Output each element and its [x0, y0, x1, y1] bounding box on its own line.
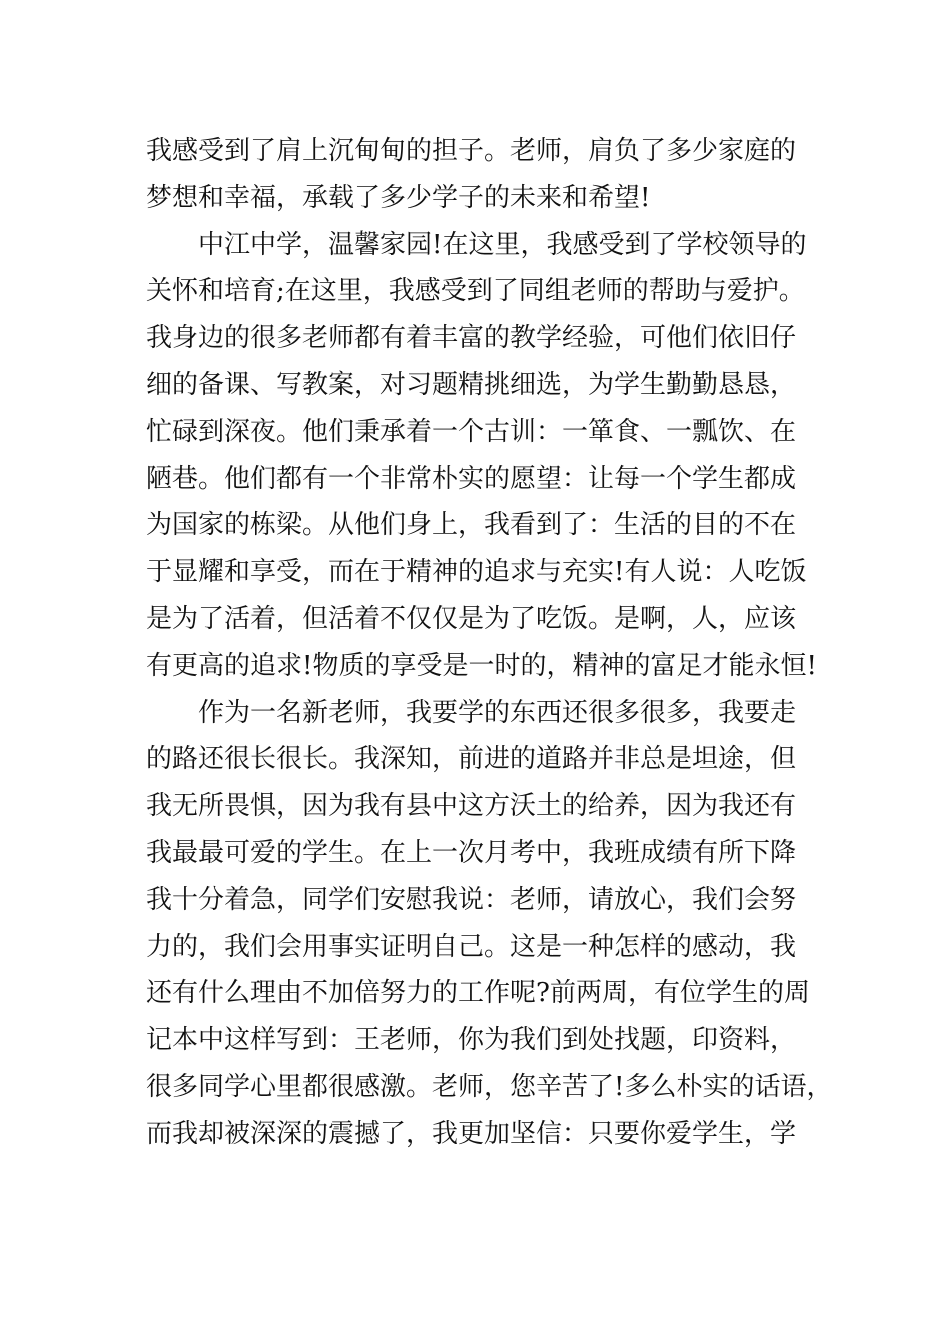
body-text	[146, 128, 833, 1158]
text-line: 陋巷。他们都有一个非常朴实的愿望：让每一个学生都成	[146, 463, 797, 494]
text-line: 力的，我们会用事实证明自己。这是一种怎样的感动，我	[146, 931, 797, 962]
text-line: 记本中这样写到：王老师，你为我们到处找题，印资料，	[146, 1025, 797, 1056]
text-line: 为国家的栋梁。从他们身上，我看到了：生活的目的不在	[146, 510, 797, 541]
text-line: 梦想和幸福，承载了多少学子的未来和希望!	[146, 182, 651, 213]
paragraph-start-line: 中江中学，温馨家园!在这里，我感受到了学校领导的	[198, 229, 807, 260]
text-line: 我感受到了肩上沉甸甸的担子。老师，肩负了多少家庭的	[146, 136, 797, 166]
text-line: 我十分着急，同学们安慰我说：老师，请放心，我们会努	[146, 884, 797, 915]
text-line: 是为了活着，但活着不仅仅是为了吃饭。是啊，人，应该	[146, 603, 797, 634]
text-line: 于显耀和享受，而在于精神的追求与充实!有人说：人吃饭	[146, 557, 807, 588]
text-line: 的路还很长很长。我深知，前进的道路并非总是坦途，但	[146, 744, 797, 775]
paragraph-start-line: 作为一名新老师，我要学的东西还很多很多，我要走	[198, 697, 797, 728]
text-line: 我身边的很多老师都有着丰富的教学经验，可他们依旧仔	[146, 323, 797, 354]
text-line: 细的备课、写教案，对习题精挑细选，为学生勤勤恳恳，	[146, 369, 797, 400]
text-line: 忙碌到深夜。他们秉承着一个古训：一箪食、一瓢饮、在	[146, 416, 797, 447]
text-line: 我无所畏惧，因为我有县中这方沃土的给养，因为我还有	[146, 791, 797, 822]
text-line: 还有什么理由不加倍努力的工作呢?前两周，有位学生的周	[146, 978, 810, 1009]
text-line: 而我却被深深的震撼了，我更加坚信：只要你爱学生，学	[146, 1118, 797, 1149]
text-line: 有更高的追求!物质的享受是一时的，精神的富足才能永恒!	[146, 650, 817, 681]
text-line: 很多同学心里都很感激。老师，您辛苦了!多么朴实的话语，	[146, 1071, 833, 1102]
text-line: 关怀和培育;在这里，我感受到了同组老师的帮助与爱护。	[146, 276, 805, 307]
text-line: 我最最可爱的学生。在上一次月考中，我班成绩有所下降	[146, 837, 797, 868]
